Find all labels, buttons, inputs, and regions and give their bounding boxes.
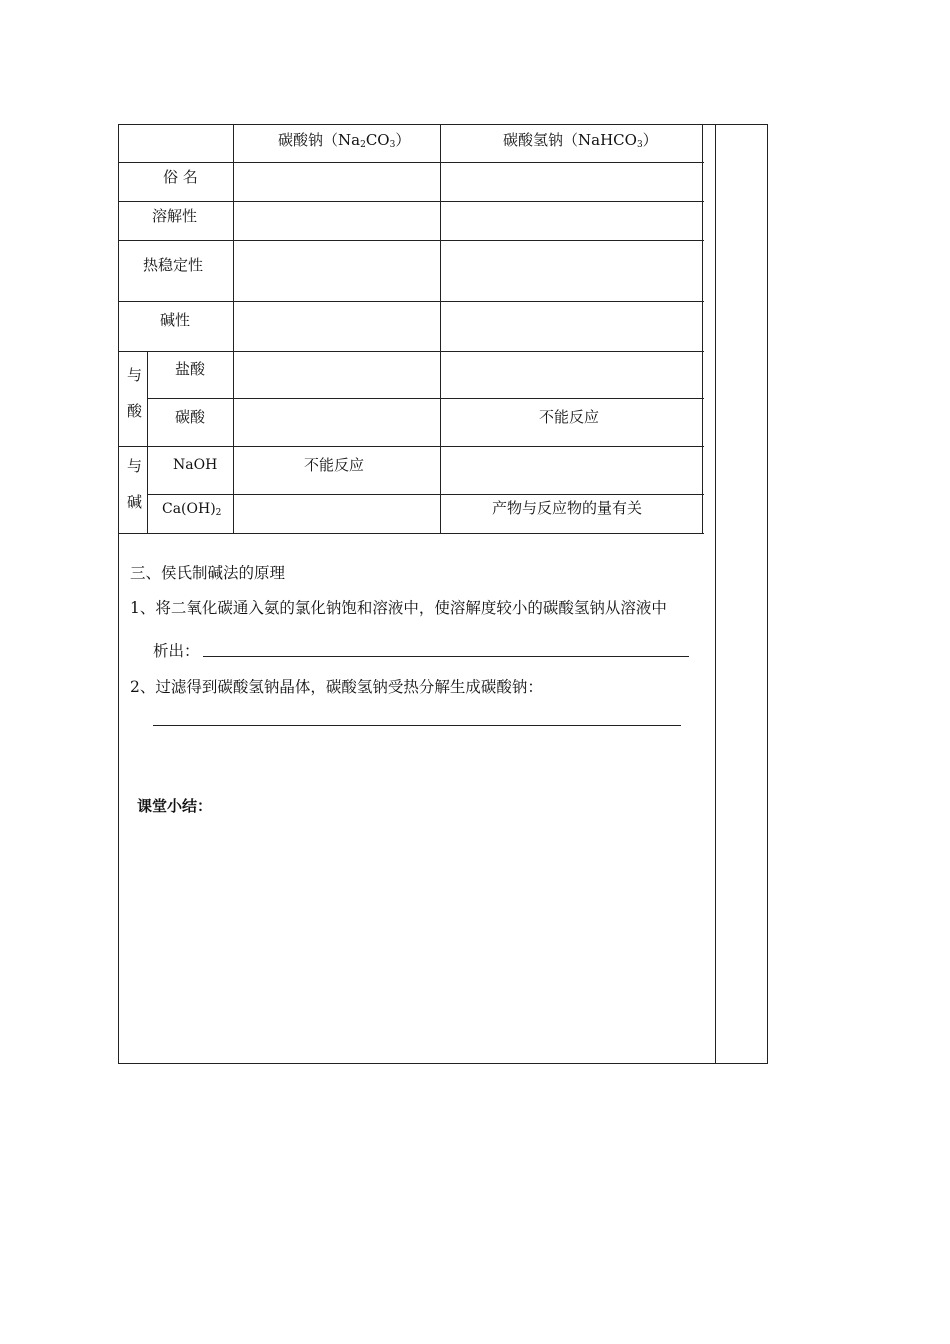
row-label-carbonic-acid: 碳酸 bbox=[175, 408, 206, 426]
answer-line-1[interactable] bbox=[203, 656, 689, 657]
row-label-hcl: 盐酸 bbox=[175, 360, 206, 378]
row-label-solubility: 溶解性 bbox=[152, 207, 198, 225]
summary-heading: 课堂小结： bbox=[137, 797, 213, 815]
item-1-continuation: 析出： bbox=[153, 642, 200, 660]
row-label-naoh: NaOH bbox=[173, 457, 218, 473]
cell-naoh-na2co3: 不能反应 bbox=[304, 456, 365, 474]
row-label-caoh2: $Ca(OH)_2$ bbox=[162, 501, 222, 518]
row-label-alkalinity: 碱性 bbox=[160, 311, 191, 329]
group-label-acid-1: 与 bbox=[127, 366, 143, 384]
group-label-base-2: 碱 bbox=[127, 493, 143, 511]
row-label-thermal-stability: 热稳定性 bbox=[143, 256, 204, 274]
item-1-text: 1、将二氧化碳通入氨的氯化钠饱和溶液中，使溶解度较小的碳酸氢钠从溶液中 bbox=[130, 599, 667, 617]
group-label-acid-2: 酸 bbox=[127, 402, 143, 420]
header-nahco3: 碳酸氢钠（NaHCO$_3$） bbox=[503, 131, 658, 150]
answer-line-2[interactable] bbox=[153, 725, 681, 726]
header-na2co3: 碳酸钠$(Na_2CO_3)$ bbox=[278, 131, 411, 150]
item-2-text: 2、过滤得到碳酸氢钠晶体，碳酸氢钠受热分解生成碳酸钠： bbox=[130, 678, 543, 696]
margin-column-divider bbox=[715, 124, 716, 1064]
cell-carbonic-nahco3: 不能反应 bbox=[539, 408, 600, 426]
section-heading: 三、侯氏制碱法的原理 bbox=[130, 564, 286, 582]
group-label-base-1: 与 bbox=[127, 457, 143, 475]
row-label-common-name: 俗 名 bbox=[163, 168, 198, 186]
carbonate-comparison-table bbox=[118, 124, 704, 534]
cell-caoh2-nahco3: 产物与反应物的量有关 bbox=[492, 499, 643, 517]
